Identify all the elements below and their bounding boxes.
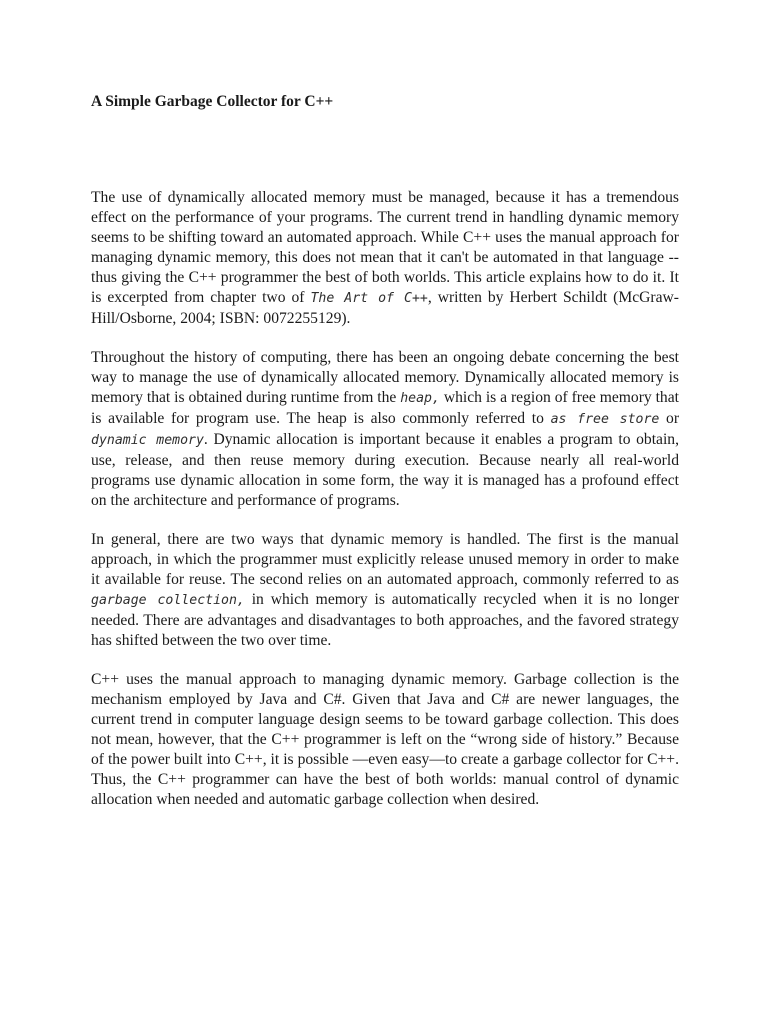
term-emphasis-garbage-collection: garbage collection,: [91, 593, 245, 608]
term-emphasis-heap: heap,: [400, 391, 440, 406]
document-body: [91, 188, 679, 829]
term-emphasis-free-store: as free store: [550, 412, 660, 427]
text-run: C++ uses the manual approach to managing dynamic memory. Garbage collection is the mechanism employed by Java and C#. Given that Java and C# are newer languages, the current trend in computer language design seems to be toward garbage collection. This does not mean, however, that the C++ programmer is left on the “wrong side of history.” Because of the power built into C++, it is possible —even easy—to create a garbage collector for C++. Thus, the C++ programmer can have the best of both worlds: manual control of dynamic allocation when needed and automatic garbage collection when desired.: [91, 671, 679, 808]
paragraph-1: [91, 188, 679, 329]
paragraph-4: [91, 670, 679, 810]
document-title: A Simple Garbage Collector for C++: [91, 93, 334, 110]
paragraph-3: [91, 530, 679, 651]
text-run: in which memory is automatically recycled when it is no longer needed. There are advantages and disadvantages to both approaches, and the favored strategy has shifted between the two over time.: [91, 591, 679, 649]
text-run: Throughout the history of computing, there has been an ongoing debate concerning the best way to manage the use of dynamically allocated memory. Dynamically allocated memory is memory that is obtained during runtime from the: [91, 349, 679, 406]
text-run: The use of dynamically allocated memory must be managed, because it has a tremendous effect on the performance of your programs. The current trend in handling dynamic memory seems to be shifting toward an automated approach. While C++ uses the manual approach for managing dynamic memory, this does not mean that it can't be automated in that language -- thus giving the C++ programmer the best of both worlds. This article explains how to do it. It is excerpted from chapter two of: [91, 189, 679, 306]
text-run: , written by Herbert Schildt (McGraw-Hill/Osborne, 2004; ISBN: 0072255129).: [91, 289, 679, 327]
text-run: . Dynamic allocation is important because it enables a program to obtain, use, release, and then reuse memory during execution. Because nearly all real-world programs use dynamic allocation in some form, the way it is managed has a profound effect on the architecture and performance of programs.: [91, 431, 680, 509]
paragraph-2: [91, 348, 679, 511]
text-run: which is a region of free memory that is available for program use. The heap is also commonly referred to: [91, 389, 679, 427]
text-run: or: [659, 410, 680, 427]
text-run: In general, there are two ways that dynamic memory is handled. The first is the manual approach, in which the programmer must explicitly release unused memory in order to make it available for reuse. The second relies on an automated approach, commonly referred to as: [91, 531, 679, 588]
book-title-emphasis: The Art of C++: [310, 291, 428, 306]
term-emphasis-dynamic-memory: dynamic memory: [91, 433, 204, 448]
